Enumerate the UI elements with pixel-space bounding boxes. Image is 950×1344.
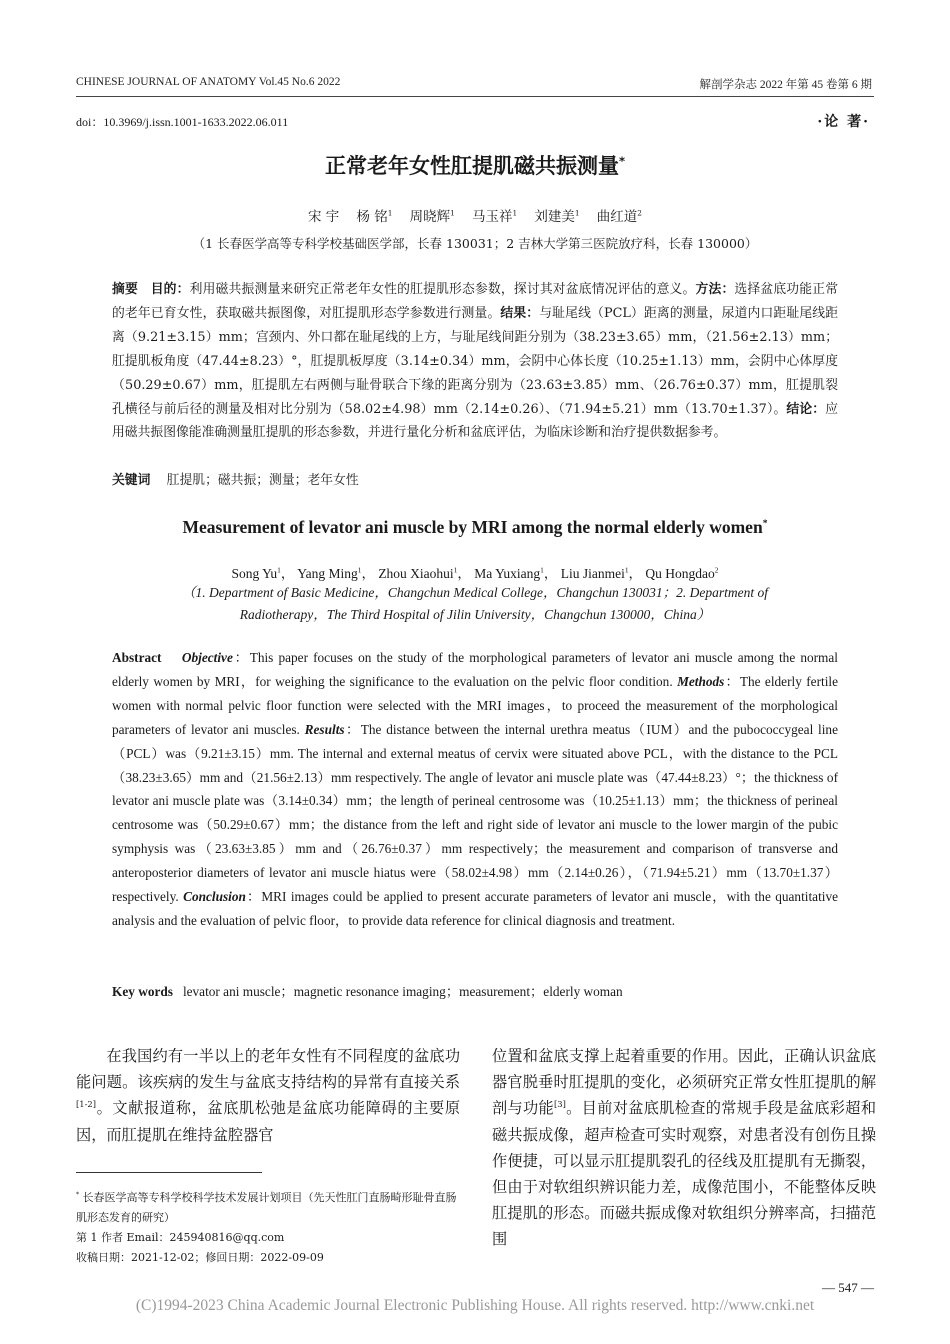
footnote-dates: 收稿日期：2021-12-02；修回日期：2022-09-09	[76, 1251, 324, 1264]
author-zh-sup: 2	[637, 208, 643, 218]
footnote-funding-text: 长春医学高等专科学校科学技术发展计划项目（先天性肛门直肠畸形耻骨直肠肌形态发育的研究）	[76, 1191, 457, 1224]
doi: doi：10.3969/j.issn.1001-1633.2022.06.011	[76, 115, 289, 129]
methods-en-label: Methods	[677, 673, 725, 689]
keywords-zh	[112, 470, 838, 492]
author-en-sup: 1	[277, 565, 281, 575]
objective-en-text: ：This paper focuses on the study of the morphological parameters of levator ani muscle among the normal elderly women by MRI，for weighing the significance to the evaluation on the pelvic floor condition.	[112, 650, 838, 689]
footnotes	[76, 1188, 466, 1268]
author-zh-sup: 1	[512, 208, 518, 218]
author-en-sup: 1	[540, 565, 544, 575]
abstract-en-label: Abstract	[112, 650, 162, 665]
objective-en-label: Objective	[181, 650, 233, 665]
abstract-en	[112, 646, 838, 933]
results-label: 结果：	[500, 305, 540, 321]
title-zh	[0, 150, 950, 180]
authors-zh	[0, 205, 950, 225]
citation: [1-2]	[76, 1099, 96, 1110]
results-en-text: ：The distance between the internal urethra meatus（IUM）and the pubococcygeal line（PCL）was（9.21±3.15）mm. The internal and external meatus of cervix were situated above PCL，with the distance to the PCL（38.23±3.65）mm and（21.56±2.13）mm respectively. The angle of levator ani muscle plate was（47.44±8.23）°；the thickness of levator ani muscle plate was（3.14±0.34）mm；the length of perineal centrosome was（10.25±1.13）mm；the thickness of perineal centrosome was（50.29±0.67）mm；the distance from the left and right side of levator ani muscle to the lower margin of the pubic symphysis was（23.63±3.85）mm and（26.76±0.37）mm respectively；the measurement and comparison of transverse and anteroposterior diameters of levator ani muscle hiatus were（58.02±4.98）mm（2.14±0.26），（71.94±5.21）mm（13.70±1.37）respectively.	[112, 721, 838, 905]
author-en: Liu Jianmei	[560, 566, 625, 581]
keywords-en-text: levator ani muscle；magnetic resonance imaging；measurement；elderly woman	[182, 984, 623, 999]
author-en-sup: 2	[714, 565, 719, 575]
affiliation-en-line: （1. Department of Basic Medicine，Changchun Medical College，Changchun 130031；2. Department of	[181, 585, 769, 600]
author-zh-sup: 1	[574, 208, 580, 218]
abstract-zh	[112, 278, 838, 445]
objective-label: 目的：	[150, 282, 190, 297]
body-column-left	[76, 1043, 460, 1148]
author-en: Zhou Xiaohui	[378, 566, 454, 581]
author-zh: 曲红道	[596, 209, 638, 225]
body-text: 。文献报道称，盆底肌松弛是盆底功能障碍的主要原因，而肛提肌在维持盆腔器官	[76, 1099, 460, 1144]
affiliation-en-line: Radiotherapy，The Third Hospital of Jilin University，Changchun 130000，China）	[239, 607, 711, 622]
author-zh: 周晓辉	[409, 209, 451, 225]
author-en: Ma Yuxiang	[474, 566, 541, 581]
methods-text: 选择盆底功能正常的老年已育女性，获取磁共振图像，对肛提肌形态学参数进行测量。	[112, 282, 839, 321]
title-zh-text: 正常老年女性肛提肌磁共振测量	[324, 154, 619, 178]
body-text: 。目前对盆底肌检查的常规手段是盆底彩超和磁共振成像，超声检查可实时观察，对患者没有创伤且操作便捷，可以显示肛提肌裂孔的径线及肛提肌有无撕裂，但由于对软组织辨识能力差，成像范围小，不能整体反映肛提肌的形态。而磁共振成像对软组织分辨率高，扫描范围	[492, 1099, 877, 1249]
body-text: 在我国约有一半以上的老年女性有不同程度的盆底功能问题。该疾病的发生与盆底支持结构的异常有直接关系	[76, 1047, 460, 1092]
results-en-label: Results	[304, 721, 345, 737]
conclusion-label: 结论：	[786, 401, 826, 417]
author-en-sup: 1	[453, 565, 458, 575]
footnote-email: 第 1 作者 Email：245940816@qq.com	[76, 1231, 285, 1244]
author-zh-sup: 1	[450, 208, 455, 218]
author-en: Song Yu	[231, 566, 278, 581]
citation: [3]	[554, 1099, 566, 1110]
affiliation-zh: （1 长春医学高等专科学校基础医学部，长春 130031；2 吉林大学第三医院放疗科，长春 130000）	[192, 236, 758, 251]
body-column-right	[492, 1043, 876, 1253]
footnote-marker: *	[76, 1191, 80, 1199]
header-rule	[76, 96, 874, 97]
body-text: 位置和盆底支撑上起着重要的作用。因此，正确认识盆底器官脱垂时肛提肌的变化，必须研究正常女性肛提肌的解剖与功能	[492, 1047, 876, 1118]
author-zh: 宋 宇	[307, 209, 340, 225]
keywords-zh-text: 肛提肌；磁共振；测量；老年女性	[166, 473, 359, 488]
results-text: 与耻尾线（PCL）距离的测量，尿道内口距耻尾线距离（9.21±3.15）mm；宫颈内、外口都在耻尾线的上方，与耻尾线间距分别为（38.23±3.65）mm，（21.56±2.13）mm；肛提肌板角度（47.44±8.23）°，肛提肌板厚度（3.14±0.34）mm，会阴中心体长度（10.25±1.13）mm，会阴中心体厚度（50.29±0.67）mm，肛提肌左右两侧与耻骨联合下缘的距离分别为（23.63±3.85）mm、（26.76±0.37）mm，肛提肌裂孔横径与前后径的测量及相对比分别为（58.02±4.98）mm（2.14±0.26）、（71.94±5.21）mm（13.70±1.37）。	[112, 305, 839, 417]
abstract-zh-label: 摘要	[112, 282, 138, 297]
author-zh-sup: 1	[387, 208, 393, 218]
author-zh: 马玉祥	[472, 209, 513, 225]
methods-en-text: ：The elderly fertile women with normal pelvic floor function were selected with the MRI images，to proceed the measurement of the morphological parameters of levator ani muscles.	[112, 673, 838, 737]
copyright-watermark: (C)1994-2023 China Academic Journal Electronic Publishing House. All rights reserved. http://www.cnki.net	[135, 1297, 815, 1314]
methods-label: 方法：	[695, 282, 735, 297]
running-header-right: 解剖学杂志 2022 年第 45 卷第 6 期	[699, 79, 872, 91]
section-label: ·论 著·	[817, 114, 870, 130]
objective-text: 利用磁共振测量来研究正常老年女性的肛提肌形态参数，探讨其对盆底情况评估的意义。	[189, 282, 696, 297]
conclusion-en-text: ：MRI images could be applied to present accurate parameters of levator ani muscle，with the quantitative analysis and the evaluation of pelvic floor，to provide data reference for clinical diagnosis and treatment.	[112, 889, 839, 928]
footnote-rule	[76, 1172, 262, 1173]
author-en: Yang Ming	[297, 566, 358, 581]
author-en-sup: 1	[357, 565, 362, 575]
affiliation-en	[0, 582, 950, 626]
page-number: — 547 —	[822, 1280, 874, 1295]
author-en: Qu Hongdao	[645, 566, 715, 581]
title-zh-marker: *	[618, 154, 626, 168]
footnote-funding	[76, 1188, 466, 1228]
title-en	[0, 517, 950, 538]
title-en-text: Measurement of levator ani muscle by MRI among the normal elderly women	[182, 517, 763, 537]
title-en-marker: *	[762, 518, 768, 530]
conclusion-en-label: Conclusion	[183, 889, 246, 905]
authors-en: Song Yu$^1$， Yang Ming$^1$， Zhou Xiaohui$^1$， Ma Yuxiang$^1$， Liu Jianmei$^1$， Qu Hongdao$^2$	[231, 565, 719, 581]
keywords-en	[112, 981, 838, 1003]
keywords-en-label: Key words	[112, 984, 173, 999]
author-zh: 刘建美	[534, 209, 575, 225]
conclusion-text: 应用磁共振图像能准确测量肛提肌的形态参数，并进行量化分析和盆底评估，为临床诊断和治疗提供数据参考。	[112, 401, 839, 441]
keywords-zh-label: 关键词	[112, 473, 151, 488]
author-en-sup: 1	[624, 565, 629, 575]
running-header-left: CHINESE JOURNAL OF ANATOMY Vol.45 No.6 2022	[76, 76, 341, 88]
author-zh: 杨 铭	[356, 209, 388, 225]
